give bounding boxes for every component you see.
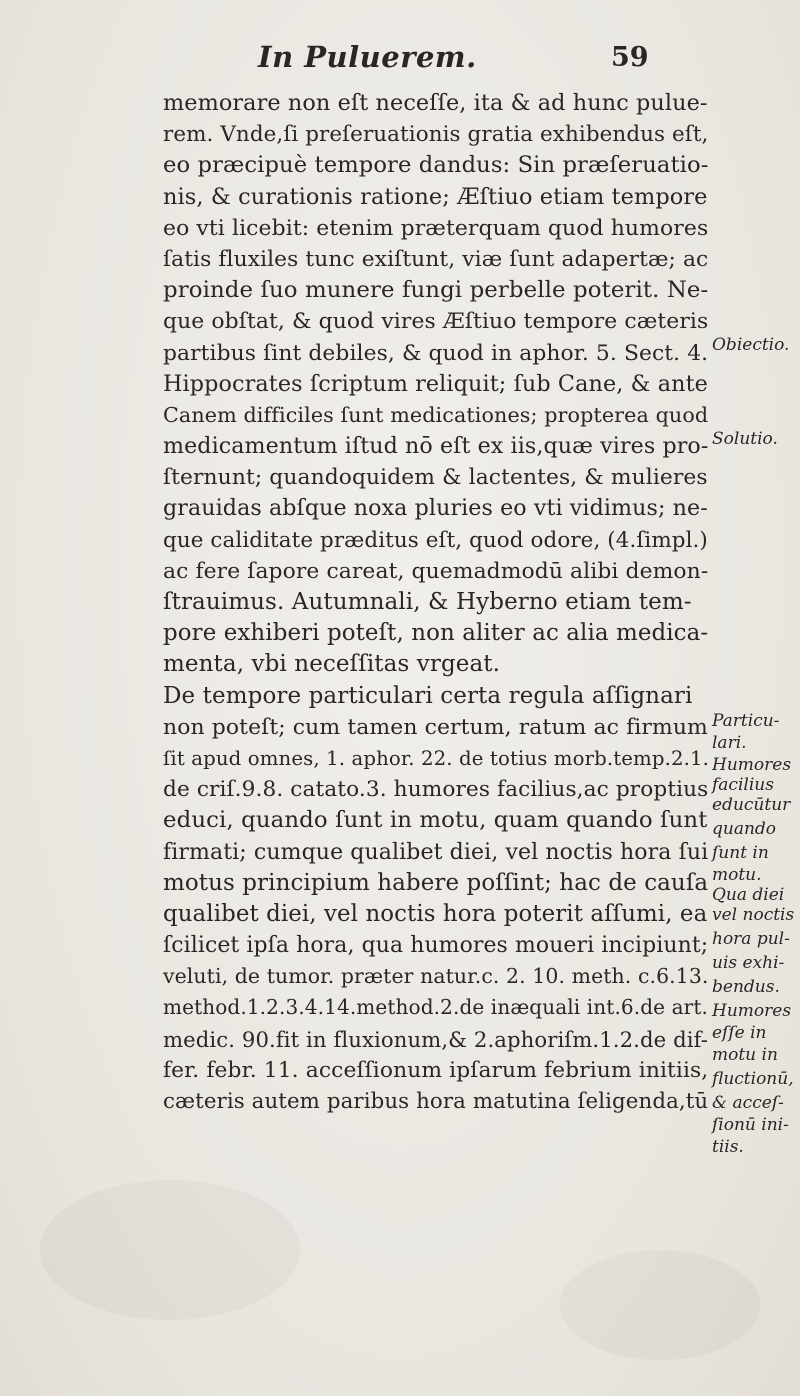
margin-note: Particu- <box>712 711 780 731</box>
text-line: ſternunt; quandoquidem & lactentes, & mulieres <box>163 465 708 491</box>
text-line: qualibet diei, vel noctis hora poterit aſſumi, ea <box>163 900 708 927</box>
text-line: De tempore particulari certa regula aſſignari <box>163 682 693 709</box>
margin-note: Humores <box>712 1001 792 1021</box>
text-line: Hippocrates ſcriptum reliquit; ſub Cane, & ante <box>163 370 708 397</box>
text-line: que obſtat, & quod vires Æſtiuo tempore cæteris <box>163 309 709 335</box>
text-line: veluti, de tumor. præter natur.c. 2. 10. meth. c.6.13. <box>163 964 709 989</box>
text-line: eo vti licebit: etenim præterquam quod humores <box>163 215 709 241</box>
text-line: de criſ.9.8. catato.3. humores facilius,ac proptius <box>163 777 709 803</box>
margin-note: ſunt in <box>712 843 769 863</box>
text-line: motus principium habere poſſint; hac de cauſa <box>163 869 709 896</box>
margin-note: educūtur <box>712 795 791 815</box>
page-number: 59 <box>611 42 649 73</box>
text-line: menta, vbi neceſſitas vrgeat. <box>163 651 501 678</box>
text-line: medic. 90.fit in fluxionum,& 2.aphoriſm.1.2.de dif- <box>163 1026 709 1052</box>
text-line: method.1.2.3.4.14.method.2.de inæquali int.6.de art. <box>163 995 708 1020</box>
margin-note: eſſe in <box>712 1023 767 1043</box>
text-line: medicamentum iſtud nō eſt ex iis,quæ vires pro- <box>163 433 709 460</box>
margin-note: lari. <box>712 733 747 753</box>
text-line: fer. febr. 11. acceſſionum ipſarum febrium initiis, <box>163 1057 709 1083</box>
margin-note: quando <box>712 819 777 839</box>
text-line: ſcilicet ipſa hora, qua humores moueri incipiunt; <box>163 933 709 959</box>
margin-note: Qua diei <box>712 885 785 905</box>
page-stain <box>40 1180 300 1320</box>
margin-note: vel noctis <box>712 905 795 925</box>
text-line: educi, quando ſunt in motu, quam quando ſunt <box>163 807 708 834</box>
margin-note: ſionū ini- <box>712 1115 789 1135</box>
margin-note: uis exhi- <box>712 953 785 973</box>
text-line: ſtrauimus. Autumnali, & Hyberno etiam tem- <box>163 589 692 615</box>
text-line: non poteſt; cum tamen certum, ratum ac firmum <box>163 714 708 740</box>
text-line: firmati; cumque qualibet diei, vel noctis hora ſui <box>163 839 709 865</box>
text-line: ſit apud omnes, 1. aphor. 22. de totius morb.temp.2.1. <box>163 746 710 770</box>
text-line: cæteris autem paribus hora matutina ſeligenda,tū <box>163 1089 709 1114</box>
text-line: Canem difficiles ſunt medicationes; propterea quod <box>163 402 709 427</box>
text-line: partibus ſint debiles, & quod in aphor. 5. Sect. 4. <box>163 340 709 366</box>
text-line: nis, & curationis ratione; Æſtiuo etiam tempore <box>163 183 708 210</box>
text-line: que caliditate præditus eſt, quod odore, (4.ſimpl.) <box>163 527 708 553</box>
margin-note: fluctionū, <box>712 1069 794 1089</box>
margin-note: Obiectio. <box>712 335 790 355</box>
margin-note: tiis. <box>712 1137 744 1157</box>
text-line: rem. Vnde,ſi preſeruationis gratia exhibendus eſt, <box>163 122 709 148</box>
margin-note: Humores <box>712 755 792 775</box>
running-head <box>0 40 700 86</box>
margin-note: bendus. <box>712 977 780 997</box>
margin-note: facilius <box>712 775 774 795</box>
text-line: memorare non eſt neceſſe, ita & ad hunc pulue- <box>163 90 708 116</box>
margin-note: & acceſ- <box>712 1093 784 1113</box>
margin-note: Solutio. <box>712 429 778 449</box>
text-line: ſatis fluxiles tunc exiſtunt, viæ ſunt adapertæ; ac <box>163 246 709 272</box>
text-line: eo præcipuè tempore dandus: Sin præſeruatio- <box>163 152 709 179</box>
text-line: proinde ſuo munere fungi perbelle poterit. Ne- <box>163 277 709 304</box>
margin-note: motu. <box>712 865 762 885</box>
page-stain <box>560 1250 760 1360</box>
text-line: grauidas abſque noxa pluries eo vti vidimus; ne- <box>163 495 708 522</box>
body-text <box>163 88 708 1117</box>
margin-note: hora pul- <box>712 929 790 949</box>
running-head-title: In Puluerem. <box>258 40 477 74</box>
margin-note: motu in <box>712 1045 778 1065</box>
text-line: ac fere ſapore careat, quemadmodū alibi demon- <box>163 558 709 584</box>
text-line: pore exhiberi poteſt, non aliter ac alia medica- <box>163 620 709 647</box>
